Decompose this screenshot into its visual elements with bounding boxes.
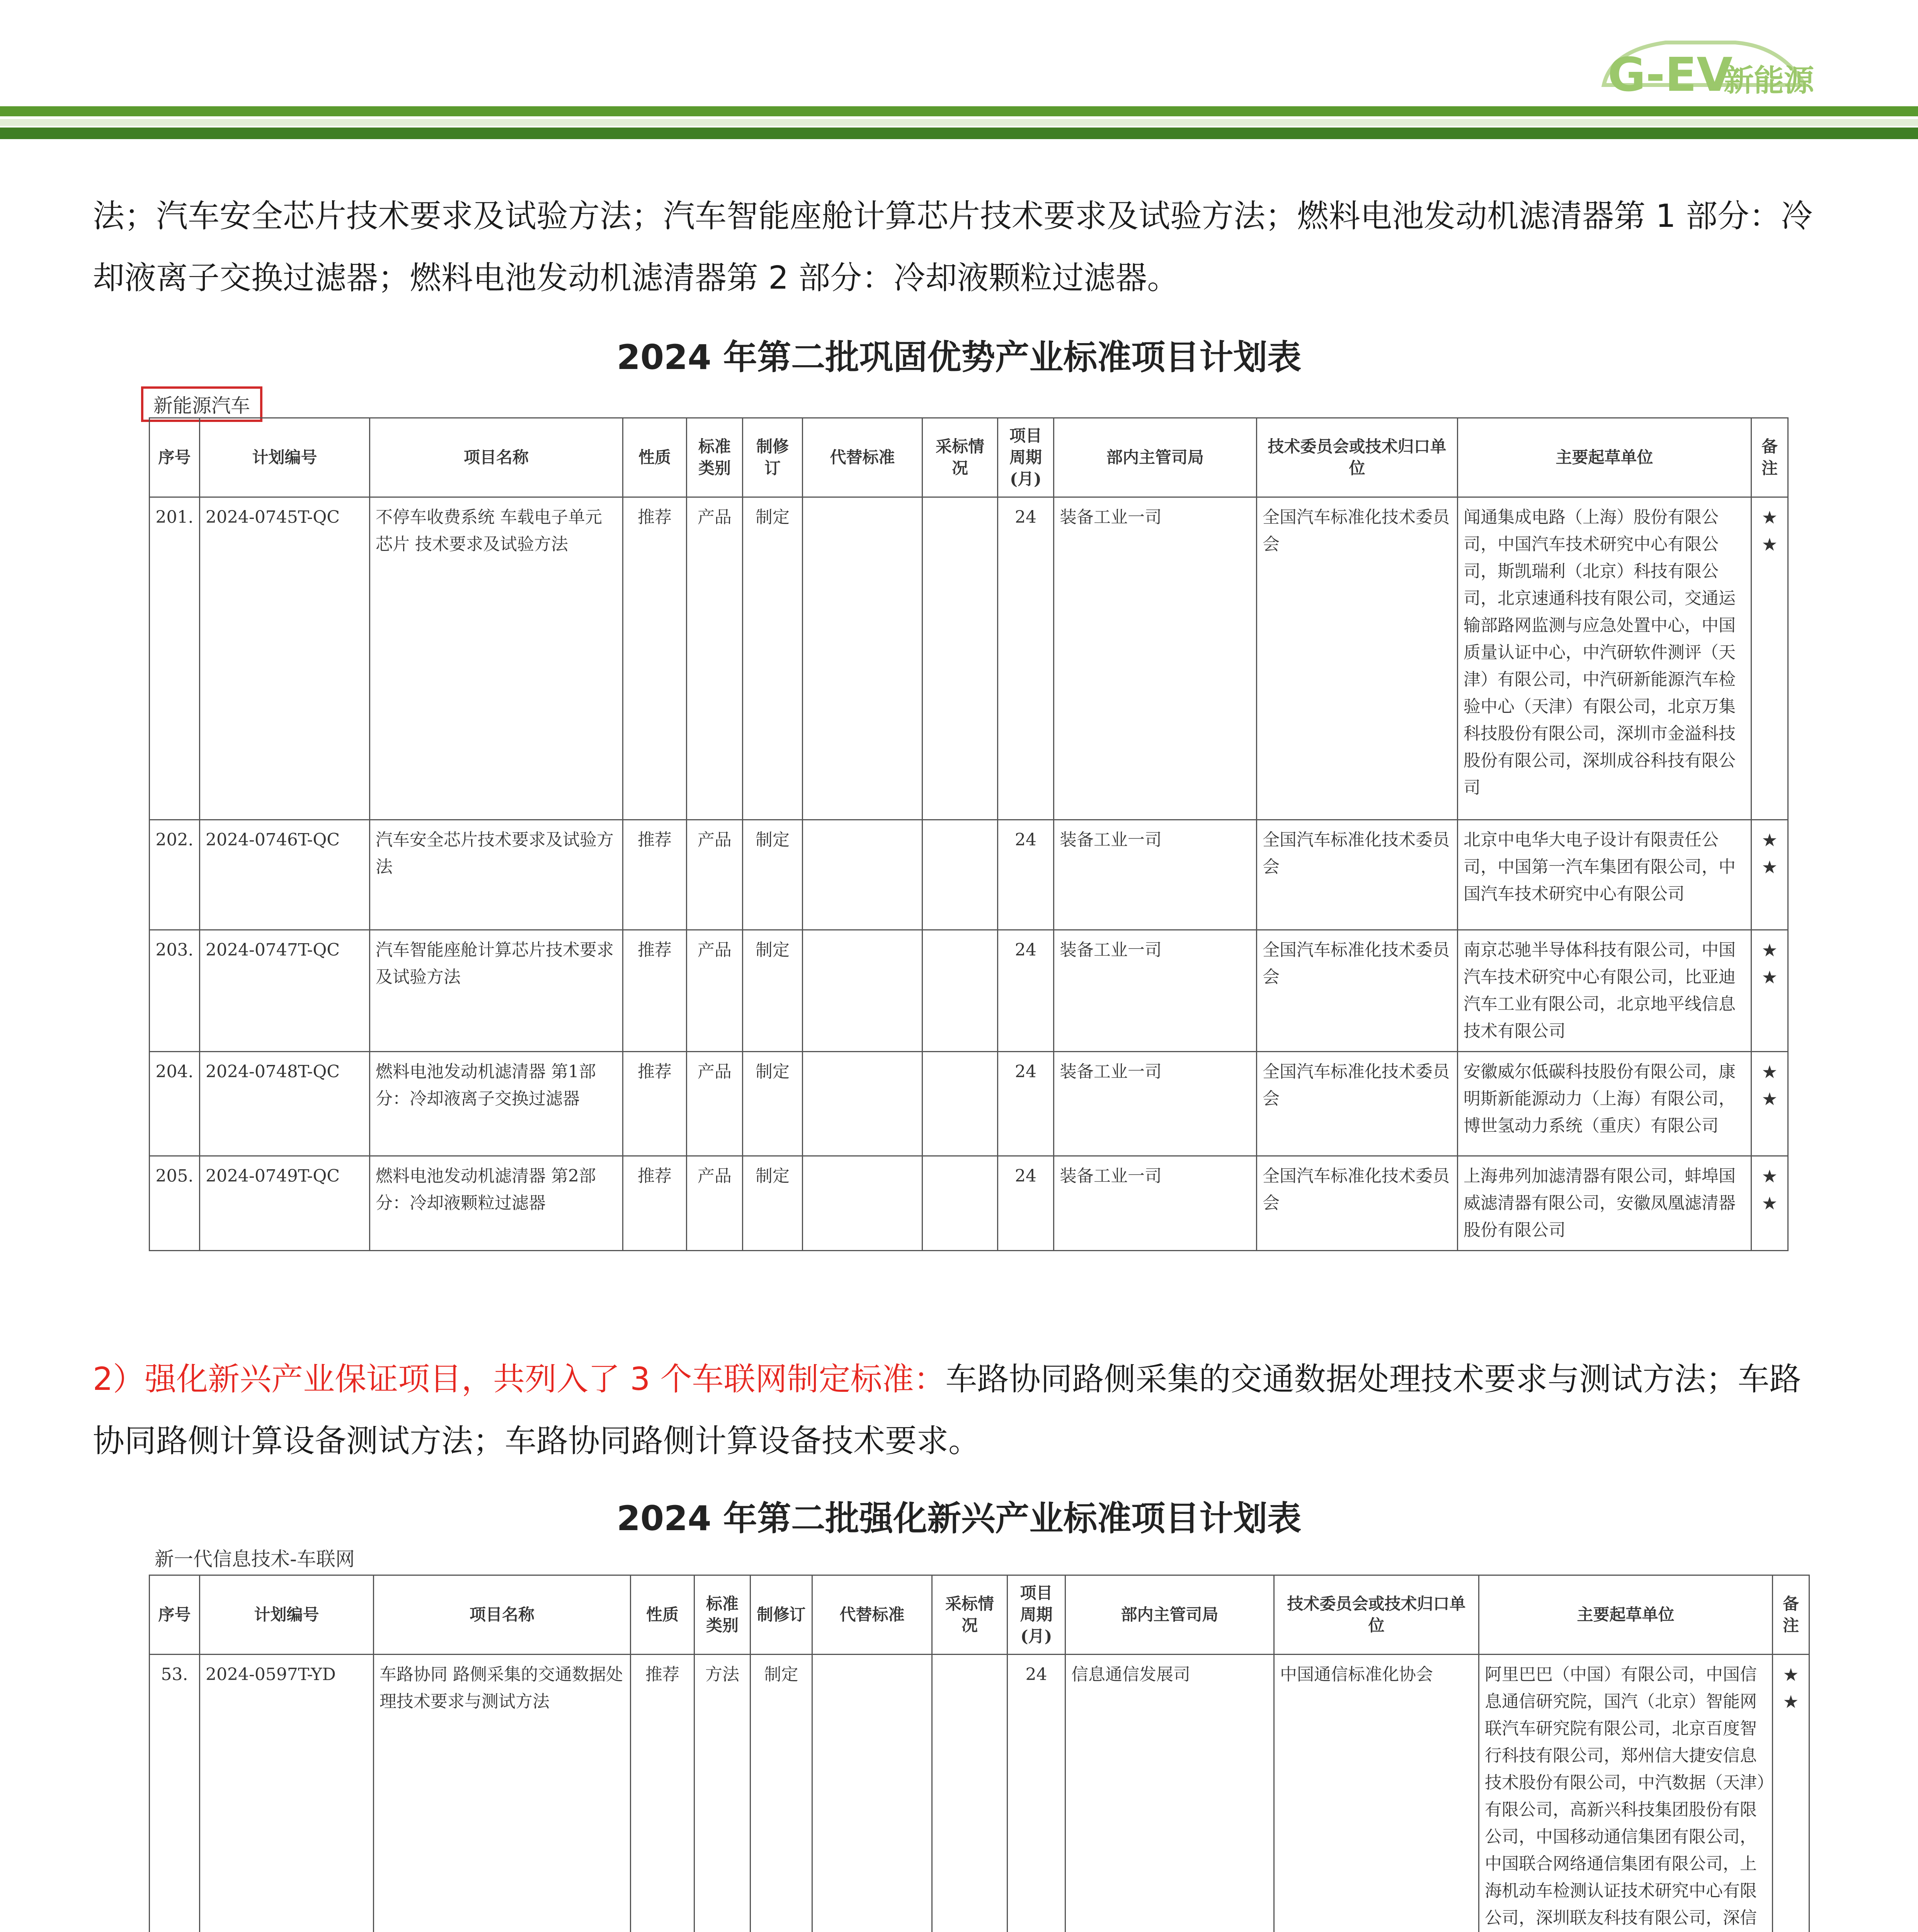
table2-title: 2024 年第二批强化新兴产业标准项目计划表 <box>616 1498 1302 1538</box>
cell-plan-id: 2024-0745T-QC <box>200 497 370 820</box>
cell-no: 205. <box>150 1156 200 1251</box>
cell-revision: 制定 <box>743 930 803 1052</box>
cell-period: 24 <box>998 930 1054 1052</box>
column-header: 性质 <box>623 418 687 497</box>
cell-plan-id: 2024-0746T-QC <box>200 820 370 930</box>
column-header: 项目周期(月) <box>998 418 1054 497</box>
star-icon: ★ <box>1761 534 1778 555</box>
header-stripe-dark <box>0 128 1918 139</box>
cell-dept: 装备工业一司 <box>1054 1156 1257 1251</box>
cell-stars <box>1751 820 1788 930</box>
column-header: 技术委员会或技术归口单位 <box>1274 1575 1479 1655</box>
cell-name: 汽车安全芯片技术要求及试验方法 <box>370 820 623 930</box>
star-icon: ★ <box>1761 857 1778 878</box>
cell-period: 24 <box>998 1052 1054 1156</box>
cell-replaces <box>803 820 922 930</box>
table2-header-row <box>150 1575 1809 1655</box>
star-icon: ★ <box>1761 507 1778 528</box>
cell-stars <box>1751 1156 1788 1251</box>
cell-plan-id: 2024-0748T-QC <box>200 1052 370 1156</box>
star-icon: ★ <box>1761 1193 1778 1214</box>
logo-text: G-EV <box>1608 48 1733 102</box>
column-header: 备注 <box>1773 1575 1809 1655</box>
cell-stars <box>1751 1052 1788 1156</box>
cell-category: 产品 <box>687 497 743 820</box>
table2-section-label: 新一代信息技术-车联网 <box>155 1548 355 1570</box>
cell-stars <box>1751 930 1788 1052</box>
cell-revision: 制定 <box>743 497 803 820</box>
column-header: 性质 <box>631 1575 694 1655</box>
cell-period: 24 <box>998 497 1054 820</box>
cell-category: 产品 <box>687 1052 743 1156</box>
column-header: 采标情况 <box>922 418 998 497</box>
column-header: 项目周期(月) <box>1008 1575 1065 1655</box>
cell-period: 24 <box>1008 1655 1065 1932</box>
column-header: 项目名称 <box>370 418 623 497</box>
cell-replaces <box>803 1156 922 1251</box>
cell-no: 204. <box>150 1052 200 1156</box>
cell-drafters: 阿里巴巴（中国）有限公司，中国信息通信研究院，国汽（北京）智能网联汽车研究院有限公司，北京百度智行科技有限公司，郑州信大捷安信息技术股份有限公司，中汽数据（天津）有限公司，高新兴科技集团股份有限公司，中国移动通信集团有限公司，中国联合网络通信集团有限公司，上海机动车检测认证技术研究中心有限公司，深圳联友科技有限公司，深信 <box>1479 1655 1773 1932</box>
cell-drafters: 闻通集成电路（上海）股份有限公司，中国汽车技术研究中心有限公司，斯凯瑞利（北京）科技有限公司，北京速通科技有限公司，交通运输部路网监测与应急处置中心，中国质量认证中心，中汽研软件测评（天津）有限公司，中汽研新能源汽车检验中心（天津）有限公司，北京万集科技股份有限公司，深圳市金溢科技股份有限公司，深圳成谷科技有限公司 <box>1458 497 1751 820</box>
cell-dept: 装备工业一司 <box>1054 1052 1257 1156</box>
cell-category: 产品 <box>687 1156 743 1251</box>
table-row <box>150 820 1788 930</box>
cell-dept: 装备工业一司 <box>1054 497 1257 820</box>
table-row <box>150 1156 1788 1251</box>
cell-revision: 制定 <box>743 1052 803 1156</box>
cell-drafters: 南京芯驰半导体科技有限公司，中国汽车技术研究中心有限公司，比亚迪汽车工业有限公司，北京地平线信息技术有限公司 <box>1458 930 1751 1052</box>
table-row <box>150 930 1788 1052</box>
cell-replaces <box>803 497 922 820</box>
column-header: 备注 <box>1751 418 1788 497</box>
section2-text: 车路协同路侧采集的交通数据处理技术要求与测试方法；车路协同路侧计算设备测试方法；车路协同路侧计算设备技术要求。 <box>93 1361 1801 1459</box>
cell-name: 车路协同 路侧采集的交通数据处理技术要求与测试方法 <box>374 1655 631 1932</box>
cell-category: 产品 <box>687 820 743 930</box>
cell-no: 201. <box>150 497 200 820</box>
cell-no: 202. <box>150 820 200 930</box>
star-icon: ★ <box>1761 940 1778 961</box>
cell-nature: 推荐 <box>623 497 687 820</box>
column-header: 计划编号 <box>200 1575 374 1655</box>
star-icon: ★ <box>1761 967 1778 988</box>
cell-plan-id: 2024-0747T-QC <box>200 930 370 1052</box>
logo-subtext: 新能源 <box>1724 63 1814 98</box>
cell-name: 不停车收费系统 车载电子单元芯片 技术要求及试验方法 <box>370 497 623 820</box>
cell-adoption <box>922 497 998 820</box>
cell-committee: 中国通信标准化协会 <box>1274 1655 1479 1932</box>
cell-adoption <box>922 820 998 930</box>
table-row <box>150 1655 1809 1932</box>
column-header: 主要起草单位 <box>1479 1575 1773 1655</box>
cell-adoption <box>922 930 998 1052</box>
cell-revision: 制定 <box>743 820 803 930</box>
section2-paragraph <box>93 1349 1828 1472</box>
star-icon: ★ <box>1783 1664 1799 1685</box>
table1-title: 2024 年第二批巩固优势产业标准项目计划表 <box>616 337 1302 377</box>
star-icon: ★ <box>1761 830 1778 850</box>
cell-adoption <box>922 1052 998 1156</box>
star-icon: ★ <box>1761 1166 1778 1187</box>
cell-category: 方法 <box>694 1655 751 1932</box>
column-header: 采标情况 <box>932 1575 1008 1655</box>
column-header: 代替标准 <box>812 1575 932 1655</box>
column-header: 制修订 <box>743 418 803 497</box>
star-icon: ★ <box>1783 1691 1799 1712</box>
table-row <box>150 497 1788 820</box>
cell-committee: 全国汽车标准化技术委员会 <box>1257 497 1458 820</box>
star-icon: ★ <box>1761 1088 1778 1109</box>
cell-adoption <box>932 1655 1008 1932</box>
column-header: 制修订 <box>751 1575 812 1655</box>
cell-stars <box>1751 497 1788 820</box>
cell-drafters: 北京中电华大电子设计有限责任公司，中国第一汽车集团有限公司，中国汽车技术研究中心有限公司 <box>1458 820 1751 930</box>
cell-dept: 装备工业一司 <box>1054 930 1257 1052</box>
cell-name: 燃料电池发动机滤清器 第2部分：冷却液颗粒过滤器 <box>370 1156 623 1251</box>
column-header: 主要起草单位 <box>1458 418 1751 497</box>
star-icon: ★ <box>1761 1061 1778 1082</box>
table2 <box>149 1575 1810 1932</box>
cell-no: 203. <box>150 930 200 1052</box>
column-header: 部内主管司局 <box>1065 1575 1274 1655</box>
cell-committee: 全国汽车标准化技术委员会 <box>1257 820 1458 930</box>
cell-dept: 装备工业一司 <box>1054 820 1257 930</box>
cell-plan-id: 2024-0749T-QC <box>200 1156 370 1251</box>
cell-category: 产品 <box>687 930 743 1052</box>
table1-section-label: 新能源汽车 <box>141 386 262 422</box>
cell-nature: 推荐 <box>623 820 687 930</box>
cell-name: 汽车智能座舱计算芯片技术要求及试验方法 <box>370 930 623 1052</box>
cell-revision: 制定 <box>751 1655 812 1932</box>
cell-nature: 推荐 <box>623 1156 687 1251</box>
column-header: 序号 <box>150 418 200 497</box>
cell-replaces <box>803 930 922 1052</box>
cell-committee: 全国汽车标准化技术委员会 <box>1257 1052 1458 1156</box>
cell-stars <box>1773 1655 1809 1932</box>
cell-drafters: 上海弗列加滤清器有限公司，蚌埠国威滤清器有限公司，安徽凤凰滤清器股份有限公司 <box>1458 1156 1751 1251</box>
table-row <box>150 1052 1788 1156</box>
brand-logo <box>1581 27 1820 104</box>
car-icon <box>1581 27 1820 104</box>
cell-nature: 推荐 <box>631 1655 694 1932</box>
cell-plan-id: 2024-0597T-YD <box>200 1655 374 1932</box>
header-stripe <box>0 106 1918 116</box>
cell-replaces <box>812 1655 932 1932</box>
column-header: 计划编号 <box>200 418 370 497</box>
cell-revision: 制定 <box>743 1156 803 1251</box>
cell-period: 24 <box>998 1156 1054 1251</box>
column-header: 项目名称 <box>374 1575 631 1655</box>
table1-header-row <box>150 418 1788 497</box>
section2-lead: 2）强化新兴产业保证项目，共列入了 3 个车联网制定标准： <box>93 1361 946 1398</box>
cell-drafters: 安徽威尔低碳科技股份有限公司，康明斯新能源动力（上海）有限公司，博世氢动力系统（重庆）有限公司 <box>1458 1052 1751 1156</box>
cell-committee: 全国汽车标准化技术委员会 <box>1257 1156 1458 1251</box>
column-header: 序号 <box>150 1575 200 1655</box>
cell-nature: 推荐 <box>623 930 687 1052</box>
header-stripe-light <box>0 119 1918 126</box>
cell-replaces <box>803 1052 922 1156</box>
column-header: 标准类别 <box>694 1575 751 1655</box>
column-header: 代替标准 <box>803 418 922 497</box>
cell-nature: 推荐 <box>623 1052 687 1156</box>
cell-adoption <box>922 1156 998 1251</box>
cell-committee: 全国汽车标准化技术委员会 <box>1257 930 1458 1052</box>
cell-no: 53. <box>150 1655 200 1932</box>
intro-paragraph: 法；汽车安全芯片技术要求及试验方法；汽车智能座舱计算芯片技术要求及试验方法；燃料电池发动机滤清器第 1 部分：冷却液离子交换过滤器；燃料电池发动机滤清器第 2 部分：冷却液颗粒过滤器。 <box>93 198 1813 296</box>
cell-name: 燃料电池发动机滤清器 第1部分：冷却液离子交换过滤器 <box>370 1052 623 1156</box>
column-header: 技术委员会或技术归口单位 <box>1257 418 1458 497</box>
cell-period: 24 <box>998 820 1054 930</box>
column-header: 标准类别 <box>687 418 743 497</box>
table1 <box>149 417 1789 1251</box>
column-header: 部内主管司局 <box>1054 418 1257 497</box>
cell-dept: 信息通信发展司 <box>1065 1655 1274 1932</box>
